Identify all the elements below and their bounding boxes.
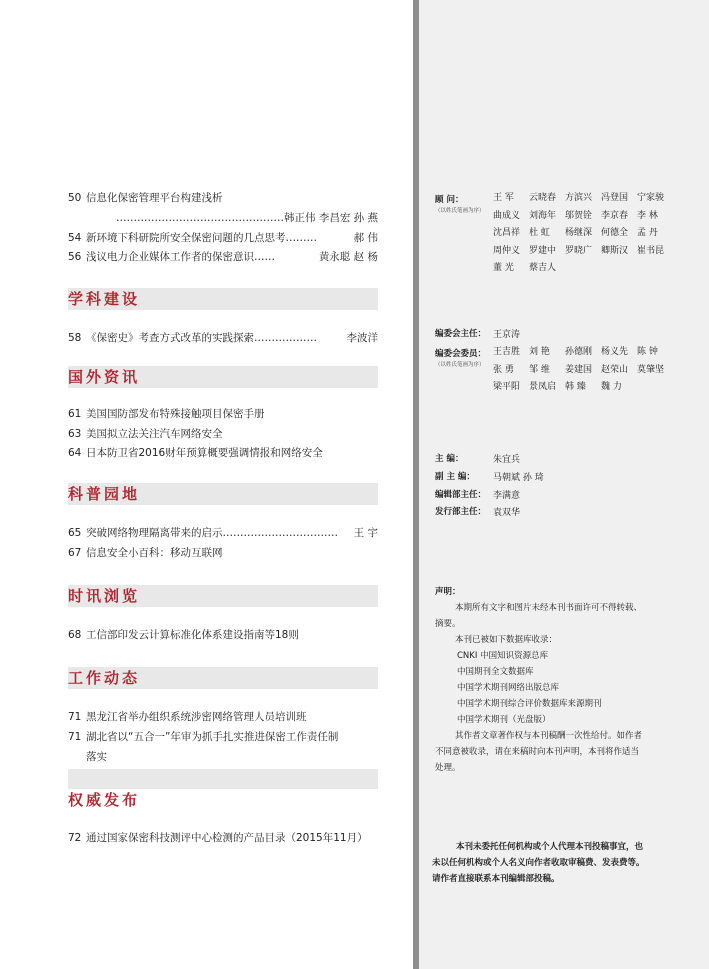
member-name: 梁平阳 [493,382,521,392]
toc-entry[interactable] [68,230,378,247]
board-director-name: 王京涛 [493,330,521,340]
toc-entry[interactable] [68,729,378,746]
page-number: 65 [68,527,82,539]
member-name: 王吉胜 [493,347,521,357]
advisor-name: 卿斯汉 [601,245,629,256]
advisor-name: 方滨兴 [565,193,593,203]
article-title: 新环境下科研院所安全保密问题的几点思考……… [86,232,317,244]
page-number: 71 [68,711,82,723]
advisor-name: 董 光 [493,263,514,273]
section-title: 科普园地 [68,485,141,503]
chief-editor-name: 朱宜兵 [493,455,521,465]
page-number: 68 [68,629,82,641]
database-item: CNKI 中国知识资源总库 [457,651,549,661]
masthead-panel [419,0,709,969]
advisor-name: 杨继深 [565,228,593,238]
article-title: 通过国家保密科技测评中心检测的产品目录（2015年11月） [86,832,368,844]
page-number: 64 [68,447,82,459]
toc-entry-authors [86,210,378,227]
toc-entry[interactable] [68,627,378,644]
member-name: 杨义先 [601,347,629,357]
toc-entry[interactable] [68,445,378,462]
page-number: 56 [68,251,82,263]
section-header [68,585,378,607]
article-title: 突破网络物理隔离带来的启示…………………………… [86,527,338,539]
member-name: 姜建国 [565,364,593,375]
member-name: 刘 艳 [529,347,550,357]
board-members-order-note: （以姓氏笔画为序） [435,362,485,368]
chief-editor-label: 主 编： [435,454,464,464]
advisor-name: 沈昌祥 [493,228,521,238]
page-number: 58 [68,332,82,344]
notice-text: 本刊已被如下数据库收录： [455,635,558,645]
page-number: 71 [68,731,82,743]
toc-entry[interactable] [68,190,378,207]
toc-entry[interactable] [68,545,378,562]
notice-text: 处理。 [435,763,461,773]
toc-entry[interactable] [68,330,378,347]
article-author: 郝 伟 [353,232,378,244]
member-name: 韩 臻 [565,382,586,392]
leader-dots: ………………………………………… [115,212,284,224]
article-title: 落实 [86,751,107,763]
article-author: 韩正伟 李昌宏 孙 燕 [283,212,378,224]
toc-entry[interactable] [68,406,378,423]
member-name: 陈 钟 [637,347,658,357]
warning-text: 本刊未委托任何机构或个人代理本刊投稿事宜，也 [456,842,644,852]
toc-entry[interactable] [68,709,378,726]
advisor-name: 冯登国 [601,193,629,203]
advisor-name: 李京春 [601,210,629,221]
article-title: 湖北省以“五合一”年审为抓手扎实推进保密工作责任制 [86,731,339,743]
page-number: 63 [68,428,82,440]
advisor-name: 云晓春 [529,193,557,203]
database-item: 中国期刊全文数据库 [457,667,534,677]
article-title: 日本防卫省2016财年预算概要强调情报和网络安全 [86,447,323,459]
advisor-name: 刘海年 [529,210,557,221]
database-item: 中国学术期刊（光盘版） [457,715,551,725]
member-name: 莫肇坚 [637,364,665,375]
distribution-director-name: 袁双华 [493,508,521,518]
advisor-name: 李 林 [637,210,658,221]
board-members-label: 编委会委员： [435,349,487,359]
advisor-name: 曲成义 [493,210,521,221]
notice-text: 不同意被收录，请在来稿时向本刊声明，本刊将作适当 [435,747,640,757]
submission-warning [432,839,682,887]
warning-text: 请作者直接联系本刊编辑部投稿。 [432,874,560,884]
toc-entry-continued [86,749,396,766]
section-header [68,789,378,811]
page-number: 61 [68,408,82,420]
advisor-name: 邬贺铨 [565,210,593,221]
advisor-name: 杜 虹 [529,228,550,238]
article-title: 浅议电力企业媒体工作者的保密意识…… [86,251,275,263]
section-header [68,366,378,388]
notice-text: 本期所有文字和图片未经本刊书面许可不得转载、 [455,603,643,613]
page-number: 54 [68,232,82,244]
article-title: 《保密史》考查方式改革的实践探索……………… [86,332,317,344]
section-title: 权威发布 [68,791,141,809]
member-name: 邹 维 [529,364,550,375]
advisor-name: 宁家骏 [637,193,665,203]
article-title: 信息化保密管理平台构建浅析 [86,192,223,204]
advisor-name: 罗建中 [529,245,557,256]
toc-entry[interactable] [68,426,378,443]
database-item: 中国学术期刊网络出版总库 [457,683,560,693]
editorial-director-name: 李满意 [493,491,521,501]
advisors-order-note: （以姓氏笔画为序） [435,208,485,214]
board-members-list [493,344,693,397]
editorial-director-label: 编辑部主任： [435,490,487,500]
member-name: 魏 力 [601,382,622,392]
distribution-director-label: 发行部主任： [435,507,487,517]
member-name: 赵荣山 [601,364,629,375]
advisors-label: 顾 问： [435,195,464,205]
deputy-editor-names: 马朝斌 孙 琦 [493,473,544,483]
advisor-name: 罗晓广 [565,245,593,256]
article-title: 美国拟立法关注汽车网络安全 [86,428,223,440]
toc-entry[interactable] [68,525,378,542]
advisor-name: 孟 丹 [637,228,658,238]
deputy-editor-label: 副 主 编： [435,472,475,482]
section-band [68,769,378,789]
notice-text: 摘要。 [435,619,461,629]
toc-entry[interactable] [68,249,378,266]
advisor-name: 崔书昆 [637,245,665,256]
section-header [68,483,378,505]
article-author: 王 宇 [353,527,378,539]
section-title: 工作动态 [68,669,141,687]
page-number: 50 [68,192,82,204]
article-title: 黑龙江省举办组织系统涉密网络管理人员培训班 [86,711,307,723]
advisor-name: 何德全 [601,228,629,238]
member-name: 张 勇 [493,364,514,375]
article-author: 黄永聪 赵 杨 [318,251,378,263]
notice-title: 声明： [435,587,461,597]
advisor-name: 王 军 [493,193,514,203]
advisor-name: 周仲义 [493,245,521,256]
database-item: 中国学术期刊综合评价数据库来源期刊 [457,699,602,709]
page-number: 72 [68,832,82,844]
section-header [68,288,378,310]
section-title: 学科建设 [68,290,141,308]
article-title: 美国国防部发布特殊接触项目保密手册 [86,408,265,420]
advisor-name: 蔡吉人 [529,263,557,273]
article-author: 李波洋 [346,332,378,344]
advisors-list [493,190,693,278]
member-name: 景凤启 [529,382,557,392]
article-title: 工信部印发云计算标准化体系建设指南等18则 [86,629,299,641]
toc-entry[interactable] [68,830,378,847]
warning-text: 未以任何机构或个人名义向作者收取审稿费、发表费等。 [432,858,645,868]
copyright-notice [435,584,685,776]
section-header [68,667,378,689]
section-title: 时讯浏览 [68,587,141,605]
member-name: 孙德刚 [565,347,593,357]
article-title: 信息安全小百科：移动互联网 [86,547,223,559]
page-number: 67 [68,547,82,559]
section-title: 国外资讯 [68,368,141,386]
board-director-label: 编委会主任： [435,329,487,339]
notice-text: 其作者文章著作权与本刊稿酬一次性给付。如作者 [455,731,643,741]
